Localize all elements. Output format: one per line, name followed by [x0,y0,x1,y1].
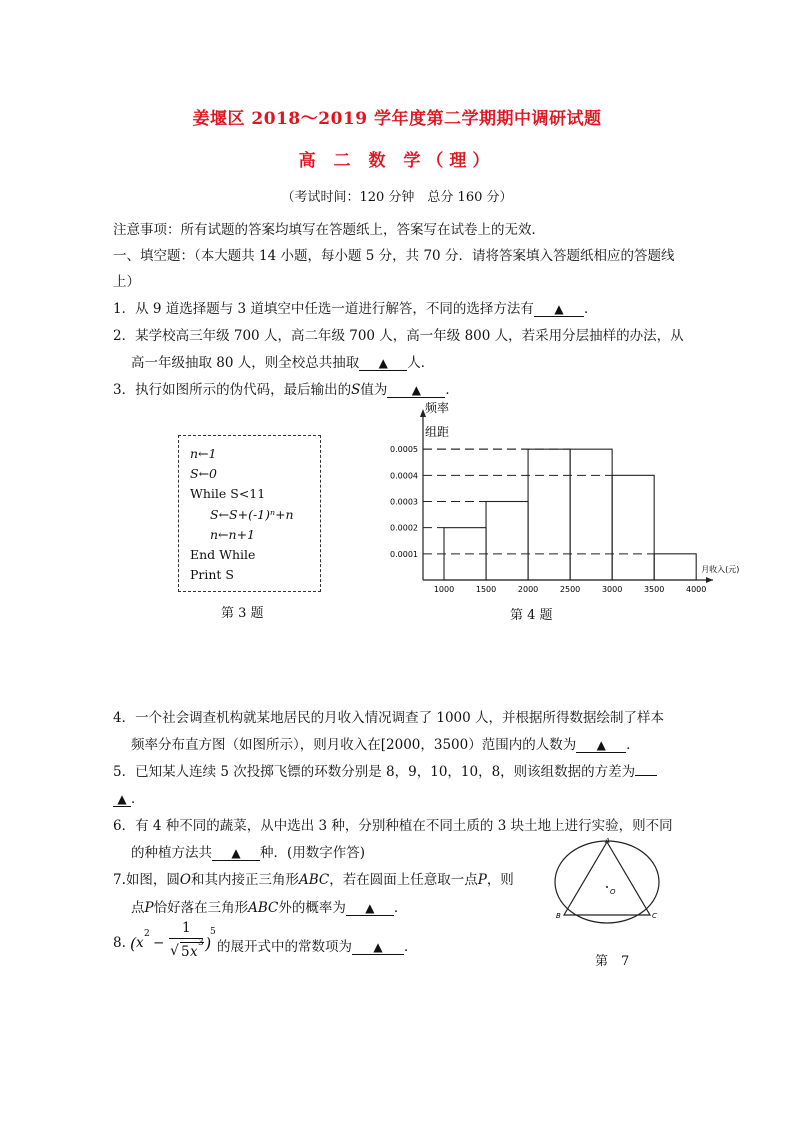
q2-end: 人． [407,355,435,371]
code-line-6: End While [190,547,256,562]
question-2-line2 [131,351,434,371]
q1-text: 1．从 9 道选择题与 3 道填空中任选一道进行解答，不同的选择方法有 [113,301,534,317]
answer-blank-underline [635,775,657,776]
q7-var-p: P [477,872,487,888]
answer-blank: ▲ [212,846,260,861]
question-7-line2 [131,896,407,916]
q8-exp-outer: 5 [210,927,216,937]
x-axis-label: 月收入(元) [701,565,740,574]
question-4-line1: 4．一个社会调查机构就某地居民的月收入情况调查了 1000 人，并根据所得数据绘制了样本 [113,710,665,726]
histogram-bar [486,502,528,581]
q8-exp2: 2 [144,929,150,939]
q7-var-abc: ABC [298,872,330,888]
figure-3-caption: 第 3 题 [221,606,264,621]
q7-end: ． [393,900,408,916]
circle-o [555,841,659,923]
q7-part: 外的概率为 [278,900,346,916]
q7-part: 恰好落在三角形 [153,900,249,916]
triangle-abc [564,842,650,915]
q6-text: 的种植方法共 [131,845,212,861]
question-2-line1: 2．某学校高三年级 700 人，高二年级 700 人，高一年级 800 人，若采用分层抽样的办法，从 [113,328,684,344]
q8-paren-close: ) [205,934,212,953]
code-line-2: S←0 [190,466,217,481]
figure-7-caption: 第 7 [595,954,630,969]
notice: 注意事项：所有试题的答案均填写在答题纸上，答案写在试卷上的无效． [113,222,545,238]
q7-part: ，则 [486,872,514,888]
q2-text: 高一年级抽取 80 人，则全校总共抽取 [131,355,360,371]
code-line-3: While S<11 [190,486,266,501]
y-tick-label: 0.0002 [390,523,418,533]
q7-var-p: P [144,900,154,916]
q5-text: 5．已知某人连续 5 次投掷飞镖的环数分别是 8，9，10，10，8，则该组数据的方差为 [113,764,636,780]
q3-text: 3．执行如图所示的伪代码，最后输出的 [113,382,352,398]
section-heading-line1: 一、填空题：（本大题共 14 小题，每小题 5 分，共 70 分．请将答案填入答题纸相应的答题线 [113,248,675,264]
q3-var: S [351,382,361,398]
q8-number: 8. [113,935,126,951]
pseudocode-box [178,435,321,592]
q3-mid: 值为 [360,382,388,398]
answer-blank: ▲ [352,940,404,955]
q7-var-abc: ABC [248,900,279,916]
q8-paren-open: ( [130,934,137,953]
q4-text: 频率分布直方图（如图所示），则月收入在[2000，3500）范围内的人数为 [131,737,577,753]
answer-blank: ▲ [387,383,445,398]
y-axis-label: 组距 [425,425,450,439]
histogram-bar [654,554,696,580]
question-4-line2 [131,733,640,753]
q4-end: ． [626,737,640,753]
q7-part: ，若在圆面上任意取一点 [329,872,478,888]
question-5-line2 [113,787,145,807]
code-line-1: n←1 [190,446,217,461]
q3-end: ． [445,382,459,398]
exam-title: 姜堰区 2018～2019 学年度第二学期期中调研试题 [192,109,602,129]
label-o: O [610,888,616,896]
y-tick-label: 0.0003 [390,497,418,507]
center-point [606,886,608,888]
x-axis-arrow [706,577,713,583]
x-tick-label: 1000 [433,585,455,594]
q6-end: 种．(用数字作答) [260,845,366,861]
section-heading-line2: 上） [113,274,140,290]
answer-blank: ▲ [113,792,131,807]
x-tick-label: 4000 [686,585,707,594]
exam-subtitle: 高 二 数 学（理） [298,151,496,171]
q8-x3: x [190,944,198,960]
q8-exp3: 3 [198,938,204,948]
label-b: B [556,912,561,920]
sqrt-icon: √ [170,943,179,959]
q8-x: x [136,935,144,951]
x-tick-label: 2000 [517,585,539,594]
histogram-bar [528,449,570,580]
question-5-line1 [113,760,657,780]
answer-blank: ▲ [576,738,626,753]
q8-text [217,935,418,955]
label-c: C [652,912,657,920]
y-tick-label: 0.0004 [390,471,418,481]
figure-7-circle-triangle [552,836,662,926]
exam-info: （考试时间：120 分钟 总分 160 分） [281,190,513,205]
x-tick-label: 2500 [559,585,581,594]
q7-part: 和其内接正三角形 [190,872,299,888]
question-1 [113,297,597,317]
q7-part: 点 [131,900,145,916]
answer-blank: ▲ [359,356,407,371]
q8-end: ． [404,939,418,955]
q1-end: ． [583,301,598,317]
q8-minus: − [153,935,165,951]
q8-mid: 的展开式中的常数项为 [217,939,352,955]
answer-blank: ▲ [346,901,394,916]
histogram-bar [570,449,612,580]
histogram-bar [612,475,654,580]
q7-var-o: O [179,872,191,888]
question-6-line2 [131,841,365,861]
y-tick-label: 0.0005 [390,445,418,455]
code-line-7: Print S [190,567,234,582]
q7-part: 7.如图，圆 [113,872,180,888]
question-6-line1: 6．有 4 种不同的蔬菜，从中选出 3 种，分别种植在不同土质的 3 块土地上进行实验，则不同 [113,818,673,834]
question-7-line1 [113,868,514,888]
code-line-4: S←S+(-1)ⁿ+n [210,507,294,522]
y-axis-label: 频率 [425,401,450,415]
question-3 [113,378,459,398]
q8-numerator: 1 [182,920,191,936]
x-tick-label: 1500 [475,585,497,594]
answer-blank: ▲ [534,302,584,317]
x-tick-label: 3500 [643,585,665,594]
code-line-5: n←n+1 [210,527,256,542]
q8-five: 5 [181,944,190,960]
q5-end: ． [131,791,145,807]
x-tick-label: 3000 [601,585,623,594]
label-a: A [605,837,610,845]
histogram-chart [378,398,740,603]
figure-4-caption: 第 4 题 [510,608,553,623]
y-tick-label: 0.0001 [390,549,418,559]
